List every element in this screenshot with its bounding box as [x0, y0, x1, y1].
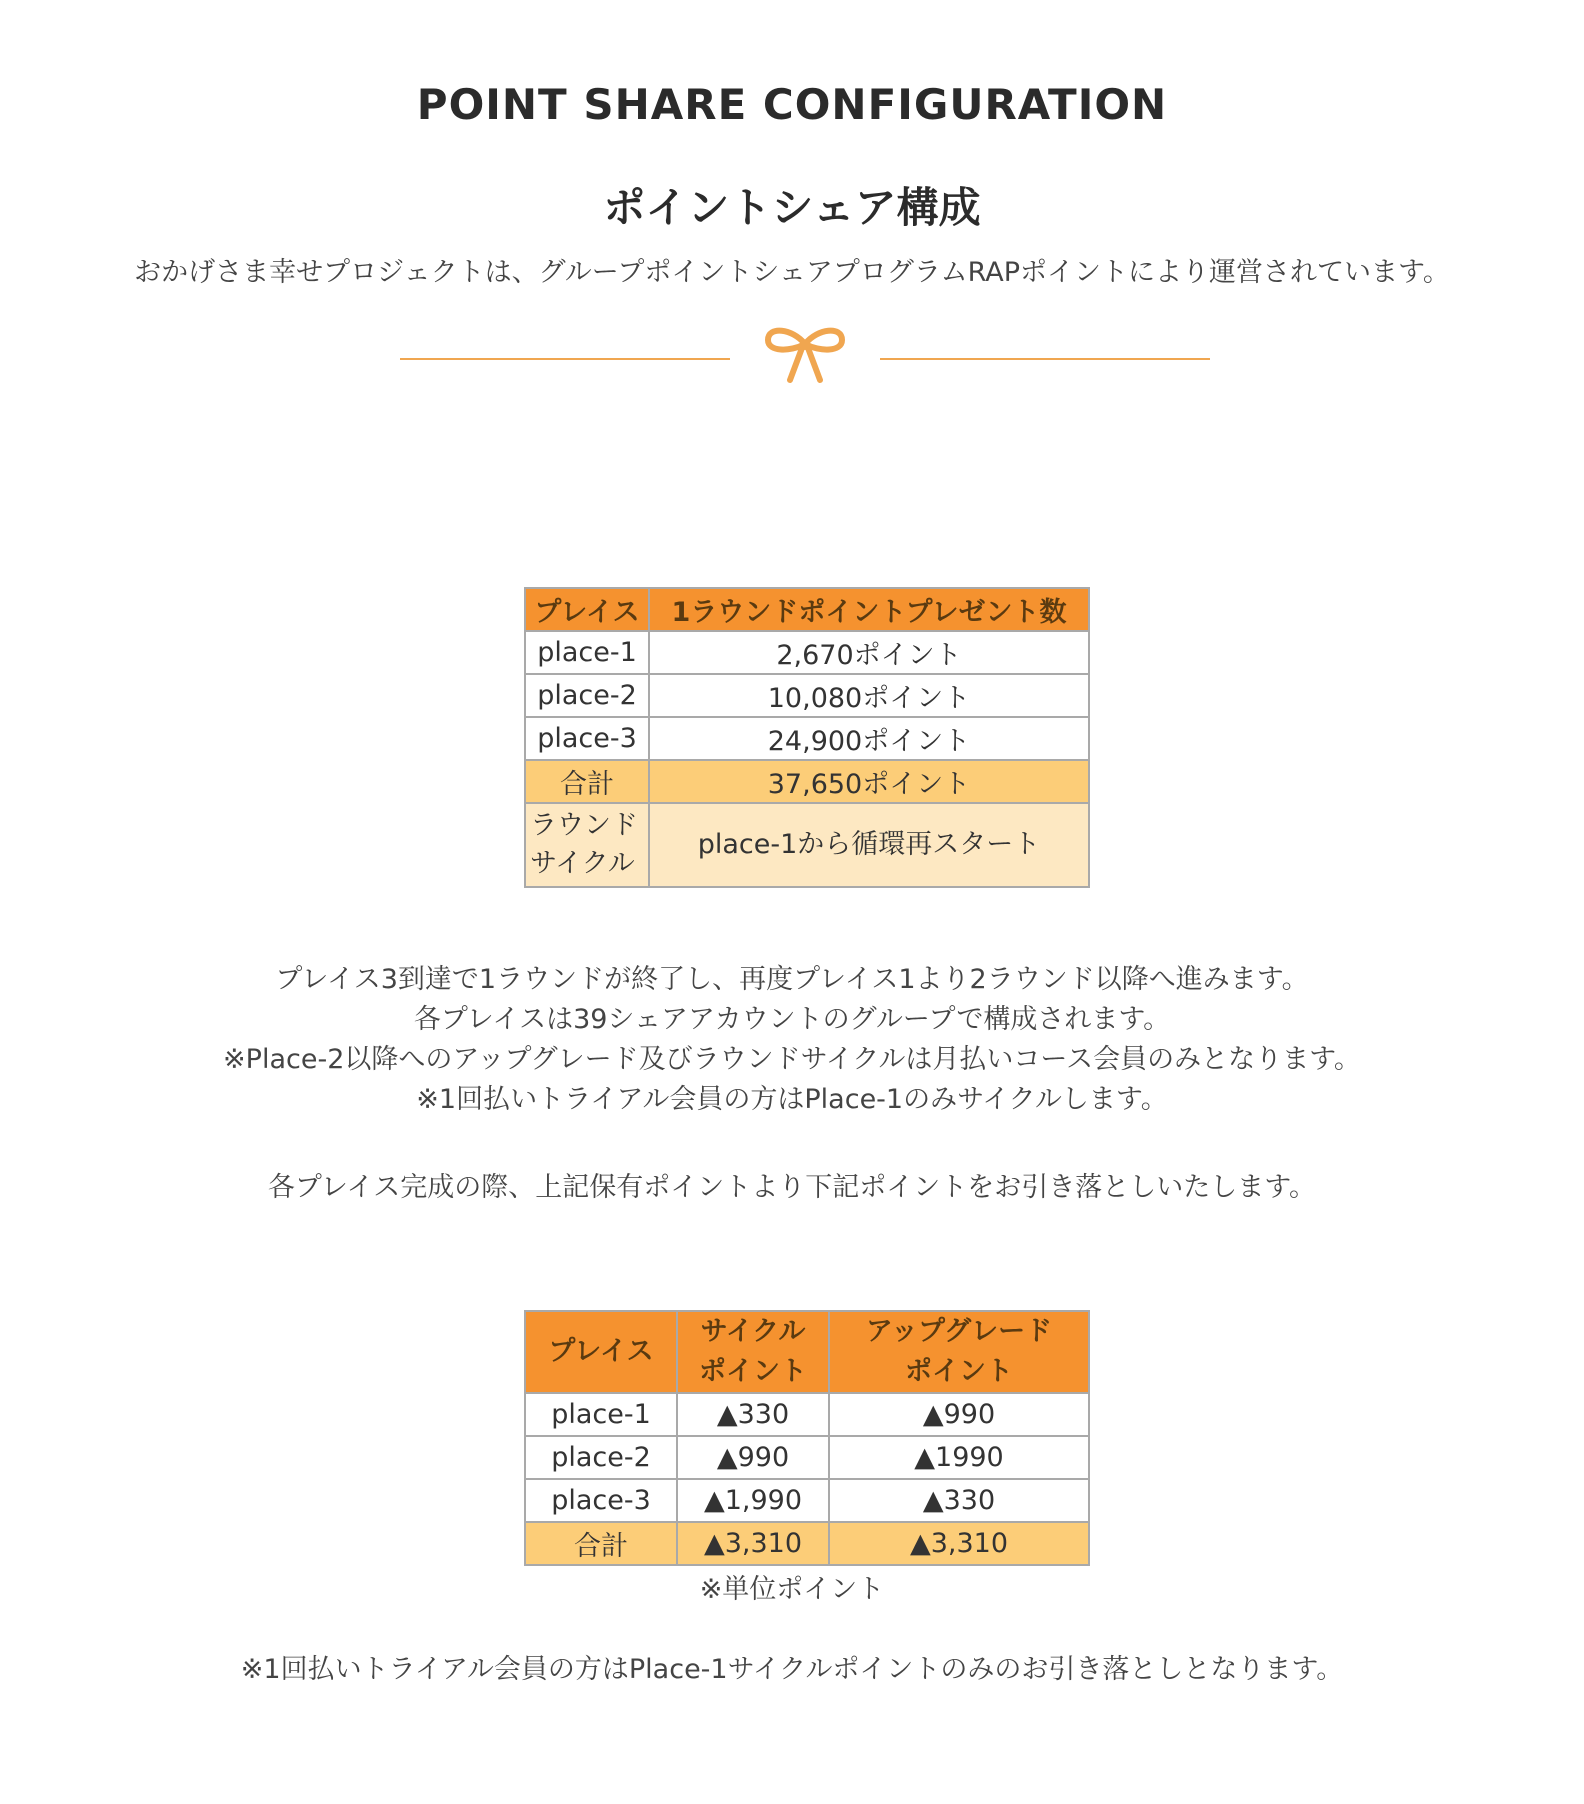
table-row [525, 1393, 1089, 1436]
note-line: 各プレイスは39シェアアカウントのグループで構成されます。 [413, 1004, 1171, 1035]
total-points: 37,650ポイント [649, 760, 1089, 803]
table-row [525, 1436, 1089, 1479]
trial-member-note: ※1回払いトライアル会員の方はPlace-1サイクルポイントのみのお引き落としとなります。 [240, 1654, 1344, 1685]
ribbon-divider [400, 320, 1210, 400]
round-cycle-row [525, 803, 1089, 887]
round-points-table [524, 587, 1090, 888]
place-cell: place-3 [525, 717, 649, 760]
round-cycle-label-line2: サイクル [530, 848, 635, 879]
header-upgrade-points [829, 1311, 1089, 1393]
english-title: POINT SHARE CONFIGURATION [416, 80, 1168, 129]
total-cycle-points: ▲3,310 [677, 1522, 829, 1565]
deduction-table [524, 1310, 1090, 1566]
japanese-title: ポイントシェア構成 [603, 183, 981, 232]
place-cell: place-2 [525, 1436, 677, 1479]
intro-text: おかげさま幸せプロジェクトは、グループポイントシェアプログラムRAPポイントにより運営されています。 [134, 257, 1450, 288]
header-round-points: 1ラウンドポイントプレゼント数 [649, 588, 1089, 631]
rules-notes [0, 960, 1584, 1120]
place-cell: place-1 [525, 1393, 677, 1436]
header-cycle-line2: ポイント [699, 1356, 807, 1387]
table-header-row [525, 1311, 1089, 1393]
cycle-points-cell: ▲990 [677, 1436, 829, 1479]
header-cycle-points [677, 1311, 829, 1393]
header-upgrade-line2: ポイント [905, 1356, 1013, 1387]
note-line: ※1回払いトライアル会員の方はPlace-1のみサイクルします。 [416, 1084, 1168, 1115]
header-cycle-line1: サイクル [700, 1316, 806, 1347]
total-label: 合計 [525, 1522, 677, 1565]
round-cycle-label-line1: ラウンド [530, 810, 638, 841]
cycle-points-cell: ▲1,990 [677, 1479, 829, 1522]
table-row [525, 631, 1089, 674]
note-line: ※Place-2以降へのアップグレード及びラウンドサイクルは月払いコース会員のみとなります。 [223, 1044, 1361, 1075]
round-cycle-value: place-1から循環再スタート [649, 803, 1089, 887]
upgrade-points-cell: ▲1990 [829, 1436, 1089, 1479]
note-line: プレイス3到達で1ラウンドが終了し、再度プレイス1より2ラウンド以降へ進みます。 [275, 964, 1309, 995]
total-label: 合計 [525, 760, 649, 803]
round-cycle-label [525, 803, 649, 887]
total-upgrade-points: ▲3,310 [829, 1522, 1089, 1565]
cycle-points-cell: ▲330 [677, 1393, 829, 1436]
upgrade-points-cell: ▲330 [829, 1479, 1089, 1522]
divider-line-left [400, 358, 730, 360]
total-row [525, 1522, 1089, 1565]
unit-note: ※単位ポイント [699, 1574, 885, 1605]
place-cell: place-2 [525, 674, 649, 717]
place-cell: place-1 [525, 631, 649, 674]
header-place: プレイス [525, 1311, 677, 1393]
divider-line-right [880, 358, 1210, 360]
header-upgrade-line1: アップグレード [865, 1316, 1053, 1347]
place-cell: place-3 [525, 1479, 677, 1522]
upgrade-points-cell: ▲990 [829, 1393, 1089, 1436]
deduction-note: 各プレイス完成の際、上記保有ポイントより下記ポイントをお引き落としいたします。 [267, 1172, 1317, 1203]
points-cell: 2,670ポイント [649, 631, 1089, 674]
table-row [525, 674, 1089, 717]
header-place: プレイス [525, 588, 649, 631]
total-row [525, 760, 1089, 803]
table-row [525, 717, 1089, 760]
points-cell: 10,080ポイント [649, 674, 1089, 717]
ribbon-bow-icon [760, 320, 850, 390]
table-row [525, 1479, 1089, 1522]
points-cell: 24,900ポイント [649, 717, 1089, 760]
table-header-row [525, 588, 1089, 631]
